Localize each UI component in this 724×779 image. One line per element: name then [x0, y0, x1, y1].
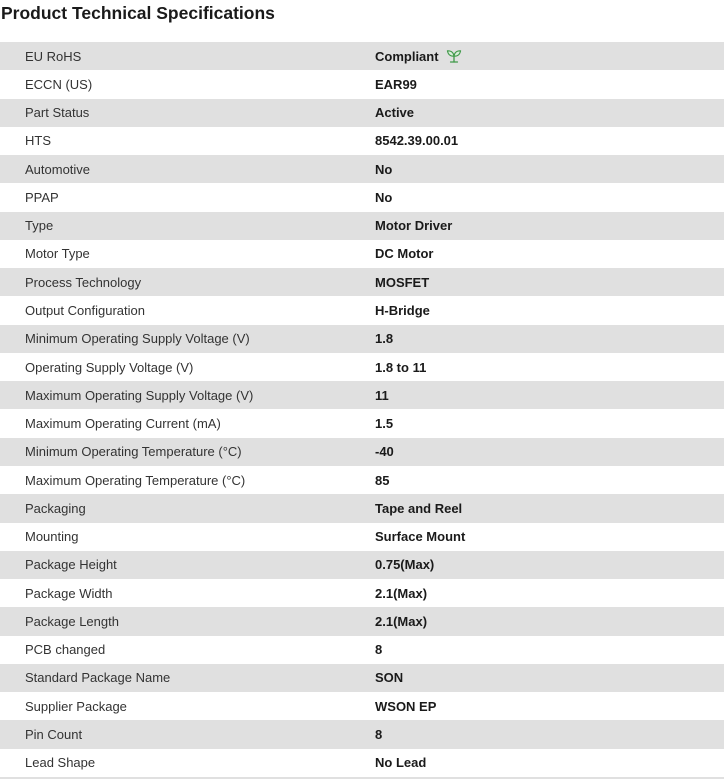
spec-table: [0, 42, 724, 777]
spec-label: Lead Shape: [25, 755, 96, 771]
spec-value: [375, 416, 724, 431]
spec-value-text: 0.75(Max): [375, 557, 435, 573]
spec-label: PCB changed: [25, 642, 106, 658]
spec-value-text: 8: [375, 727, 383, 742]
spec-label: Package Length: [25, 613, 119, 629]
spec-label: Pin Count: [25, 727, 83, 742]
table-row: [0, 579, 724, 607]
table-row: [0, 325, 724, 353]
spec-value-text: Motor Driver: [375, 218, 453, 234]
table-row: [0, 353, 724, 381]
spec-value: [375, 331, 724, 346]
spec-value: [375, 360, 724, 375]
spec-value-text: DC Motor: [375, 246, 434, 262]
spec-value: [375, 49, 724, 64]
table-row: [0, 438, 724, 466]
spec-label: Supplier Package: [25, 698, 127, 714]
spec-value: [375, 246, 724, 261]
spec-label: Package Width: [25, 585, 113, 601]
table-row: [0, 42, 724, 70]
spec-value: [375, 190, 724, 205]
spec-value: [375, 77, 724, 92]
table-row: [0, 636, 724, 664]
spec-value-text: Active: [375, 105, 415, 121]
table-row: [0, 268, 724, 296]
table-row: [0, 749, 724, 777]
table-row: [0, 720, 724, 748]
spec-value: [375, 755, 724, 770]
spec-value-text: 2.1(Max): [375, 613, 428, 629]
spec-label: EU RoHS: [25, 48, 82, 64]
spec-value-text: Surface Mount: [375, 529, 466, 545]
spec-value: [375, 670, 724, 685]
table-row: [0, 127, 724, 155]
table-row: [0, 381, 724, 409]
table-row: [0, 494, 724, 522]
table-row: [0, 212, 724, 240]
spec-value: [375, 133, 724, 148]
spec-value: [375, 162, 724, 177]
table-row: [0, 240, 724, 268]
spec-value-text: No Lead: [375, 755, 427, 771]
spec-value-text: 1.8 to 11: [375, 359, 427, 375]
spec-label: Motor Type: [25, 246, 90, 262]
spec-label: ECCN (US): [25, 76, 93, 92]
spec-value-text: 8542.39.00.01: [375, 133, 459, 149]
spec-label: Automotive: [25, 161, 91, 177]
table-row: [0, 70, 724, 98]
spec-label: Type: [25, 218, 54, 234]
spec-value-text: No: [375, 161, 393, 177]
spec-value-text: 2.1(Max): [375, 585, 428, 601]
spec-value-text: SON: [375, 670, 404, 686]
spec-label: Minimum Operating Supply Voltage (V): [25, 331, 250, 347]
spec-label: Operating Supply Voltage (V): [25, 359, 194, 375]
spec-value: [375, 473, 724, 488]
spec-label: Part Status: [25, 105, 90, 121]
spec-value-text: 1.8: [375, 331, 394, 347]
spec-label: PPAP: [25, 189, 59, 205]
page-title: Product Technical Specifications: [1, 3, 275, 23]
spec-label: Maximum Operating Current (mA): [25, 416, 221, 432]
spec-value: [375, 275, 724, 290]
table-row: [0, 466, 724, 494]
table-row: [0, 99, 724, 127]
spec-value-text: 1.5: [375, 416, 394, 432]
spec-label: Maximum Operating Temperature (°C): [25, 472, 246, 488]
table-row: [0, 523, 724, 551]
spec-value: [375, 444, 724, 459]
spec-value: [375, 105, 724, 120]
table-row: [0, 664, 724, 692]
leaf-icon: [446, 49, 462, 63]
spec-value: [375, 642, 724, 657]
spec-value: [375, 388, 724, 403]
spec-value-text: Compliant: [375, 48, 439, 64]
spec-label: Package Height: [25, 557, 117, 573]
spec-value: [375, 586, 724, 601]
spec-value: [375, 218, 724, 233]
spec-label: Mounting: [25, 529, 79, 545]
spec-label: Minimum Operating Temperature (°C): [25, 444, 242, 460]
spec-value: [375, 699, 724, 714]
spec-label: Maximum Operating Supply Voltage (V): [25, 387, 254, 403]
spec-value-text: Tape and Reel: [375, 500, 463, 516]
table-row: [0, 296, 724, 324]
spec-value: [375, 501, 724, 516]
spec-value: [375, 529, 724, 544]
table-row: [0, 692, 724, 720]
spec-value-text: -40: [375, 444, 394, 460]
spec-value: [375, 303, 724, 318]
spec-value-text: WSON EP: [375, 698, 437, 714]
spec-label: HTS: [25, 133, 51, 149]
table-row: [0, 607, 724, 635]
spec-label: Process Technology: [25, 274, 142, 290]
table-row: [0, 551, 724, 579]
spec-value-text: H-Bridge: [375, 303, 430, 319]
spec-value: [375, 557, 724, 572]
table-row: [0, 155, 724, 183]
spec-value-text: 85: [375, 472, 390, 488]
spec-value: [375, 727, 724, 742]
spec-label: Output Configuration: [25, 303, 145, 319]
spec-value-text: EAR99: [375, 76, 417, 92]
spec-label: Standard Package Name: [25, 670, 171, 686]
table-row: [0, 183, 724, 211]
table-row: [0, 409, 724, 437]
spec-value-text: No: [375, 189, 393, 205]
spec-value-text: MOSFET: [375, 274, 430, 290]
spec-value-text: 11: [375, 387, 389, 403]
spec-label: Packaging: [25, 500, 86, 516]
spec-value-text: 8: [375, 642, 383, 658]
spec-value: [375, 614, 724, 629]
